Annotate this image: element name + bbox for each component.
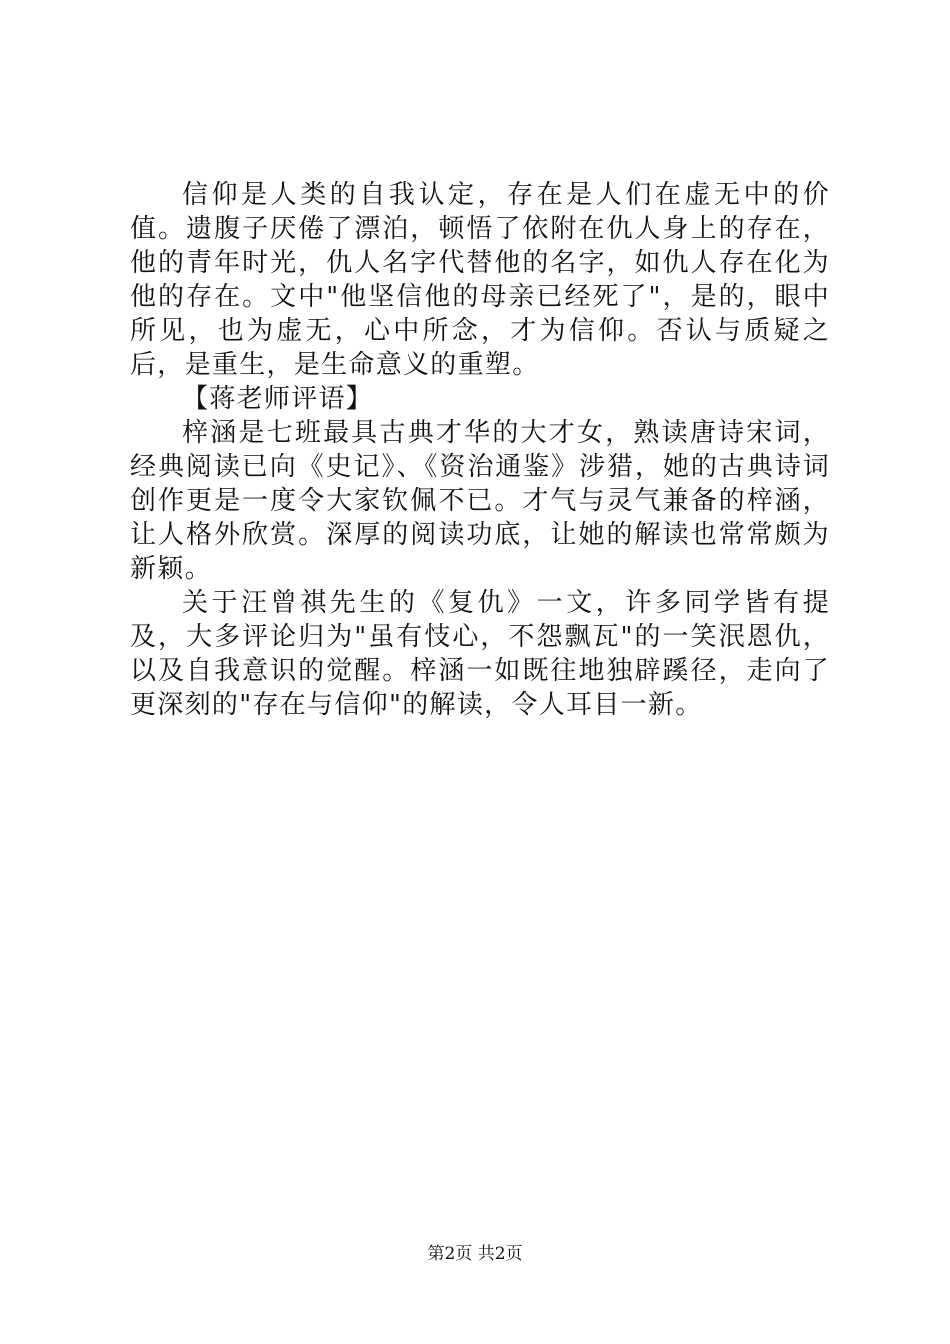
page-number-footer: 第2页 共2页 (427, 1244, 523, 1264)
paragraph-essay-conclusion: 信仰是人类的自我认定，存在是人们在虚无中的价值。遗腹子厌倦了漂泊，顿悟了依附在仇人身上的存在，他的青年时光，仇人名字代替他的名字，如仇人存在化为他的存在。文中"他坚信他的母亲已经死了"，是的，眼中所见，也为虚无，心中所念，才为信仰。否认与质疑之后，是重生，是生命意义的重塑。 (130, 180, 830, 380)
document-body (130, 178, 830, 722)
paragraph-teacher-comment-1: 梓涵是七班最具古典才华的大才女，熟读唐诗宋词，经典阅读已向《史记》、《资治通鉴》涉猎，她的古典诗词创作更是一度令大家钦佩不已。才气与灵气兼备的梓涵，让人格外欣赏。深厚的阅读功底，让她的解读也常常颇为新颖。 (130, 418, 830, 584)
teacher-comment-heading: 【蒋老师评语】 (182, 384, 374, 414)
paragraph-teacher-comment-2: 关于汪曾祺先生的《复仇》一文，许多同学皆有提及，大多评论归为"虽有忮心，不怨飘瓦"的一笑泯恩仇，以及自我意识的觉醒。梓涵一如既往地独辟蹊径，走向了更深刻的"存在与信仰"的解读，令人耳目一新。 (130, 588, 830, 720)
